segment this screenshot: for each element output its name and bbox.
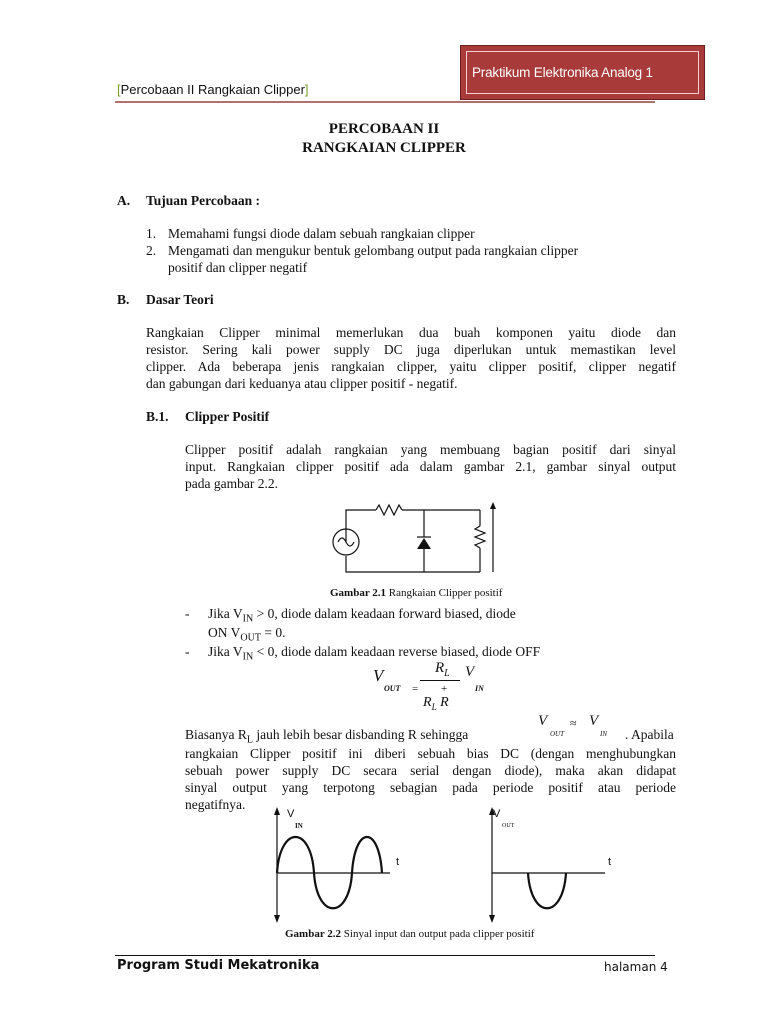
section-a-marker: A. [117, 193, 131, 208]
header-divider [115, 101, 655, 103]
list-item-number: 2. [146, 243, 157, 258]
approx-symbol: ≈ [570, 716, 577, 730]
formula-numerator: $R_L$ [435, 660, 450, 679]
graph-out-t-label: t [608, 856, 612, 868]
graph-in-v-label: V [287, 808, 295, 820]
output-clipped-wave [528, 873, 566, 908]
list-item-number: 1. [146, 226, 157, 241]
bullet-dash: - [185, 644, 190, 659]
paragraph-2-line1-end: . Apabila [625, 727, 674, 742]
approx-v-out: V [538, 713, 548, 729]
circuit-wire [346, 510, 376, 542]
formula-out-sub: OUT [384, 684, 401, 693]
formula-v: V [373, 666, 384, 685]
formula-equals: = [412, 683, 419, 695]
graph-in-sub-label: IN [295, 822, 303, 830]
formula-denominator: $R_L$ R [423, 695, 449, 712]
formula-plus: + [441, 683, 448, 695]
list-item-text: positif dan clipper negatif [168, 260, 308, 275]
header-experiment-title: [Percobaan II Rangkaian Clipper] [117, 82, 309, 97]
list-item-text: Memahami fungsi diode dalam sebuah rangkaian clipper [168, 226, 475, 241]
bullet-text: ON $V_{OUT} = 0$. [208, 625, 286, 644]
circuit-wire [346, 556, 480, 572]
figure-2-1-caption: Gambar 2.1 Rangkaian Clipper positif [330, 587, 503, 599]
clipper-circuit-diagram [330, 500, 505, 580]
formula-in-sub: IN [475, 684, 484, 693]
bullet-dash: - [185, 606, 190, 621]
page-title-line2: RANGKAIAN CLIPPER [302, 140, 466, 156]
load-resistor-icon [475, 526, 485, 548]
graph-out-v-label: V [493, 808, 501, 820]
section-a-heading: Tujuan Percobaan : [146, 193, 261, 208]
arrow-up-icon [274, 807, 280, 815]
graph-out-sub-label: OUT [502, 823, 515, 829]
formula-v-in: V [465, 664, 475, 680]
section-b1-paragraph: Clipper positif adalah rangkaian yang membuang bagian positif dari sinyal input. Rangkaian clipper positif ada dalam gambar 2.1, gambar sinyal output pada gambar 2.2. [185, 442, 676, 491]
paragraph-2-body: rangkaian Clipper positif ini diberi sebuah bias DC (dengan menghubungkan sebuah power supply DC secara serial dengan diode), maka akan didapat sinyal output yang terpotong sebagian pada periode positif atau periode negatifnya. [185, 746, 676, 812]
bullet-text: Jika $V_{IN} < 0$, diode dalam keadaan reverse biased, diode OFF [208, 644, 541, 663]
fraction-bar [420, 680, 460, 681]
series-resistor-icon [376, 505, 402, 515]
diode-icon [417, 538, 431, 549]
approx-out-sub: OUT [550, 730, 565, 738]
footer-program: Program Studi Mekatronika [117, 958, 320, 973]
section-b-heading: Dasar Teori [146, 292, 214, 307]
page-title-line1: PERCOBAAN II [328, 121, 440, 137]
graph-in-t-label: t [396, 856, 400, 868]
section-b1-marker: B.1. [146, 409, 169, 424]
approx-v-in: V [589, 713, 599, 729]
bullet-text: Jika $V_{IN} > 0$, diode dalam keadaan forward biased, diode [208, 606, 516, 625]
section-b1-heading: Clipper Positif [185, 409, 270, 424]
arrow-head-icon [490, 502, 496, 509]
footer-divider [115, 955, 655, 956]
header-course-title: Praktikum Elektronika Analog 1 [472, 65, 653, 80]
section-b-paragraph: Rangkaian Clipper minimal memerlukan dua buah komponen yaitu diode dan resistor. Sering kali power supply DC juga diperlukan untuk memastikan level clipper. Ada beberapa jenis rangkaian clipper, yaitu clipper positif, clipper negatif dan gabungan dari keduanya atau clipper positif - negatif. [146, 325, 676, 391]
arrow-down-icon [274, 915, 280, 923]
footer-page-number: halaman 4 [604, 960, 668, 974]
list-item-text: Mengamati dan mengukur bentuk gelombang output pada rangkaian clipper [168, 243, 579, 258]
figure-2-2-caption: Gambar 2.2 Sinyal input dan output pada clipper positif [285, 928, 535, 940]
approx-in-sub: IN [600, 730, 607, 738]
arrow-down-icon [489, 915, 495, 923]
input-signal-graph [265, 805, 415, 930]
section-b-marker: B. [117, 292, 130, 307]
paragraph-2-line1: Biasanya $R_L$ jauh lebih besar disbanding R sehingga [185, 727, 469, 746]
